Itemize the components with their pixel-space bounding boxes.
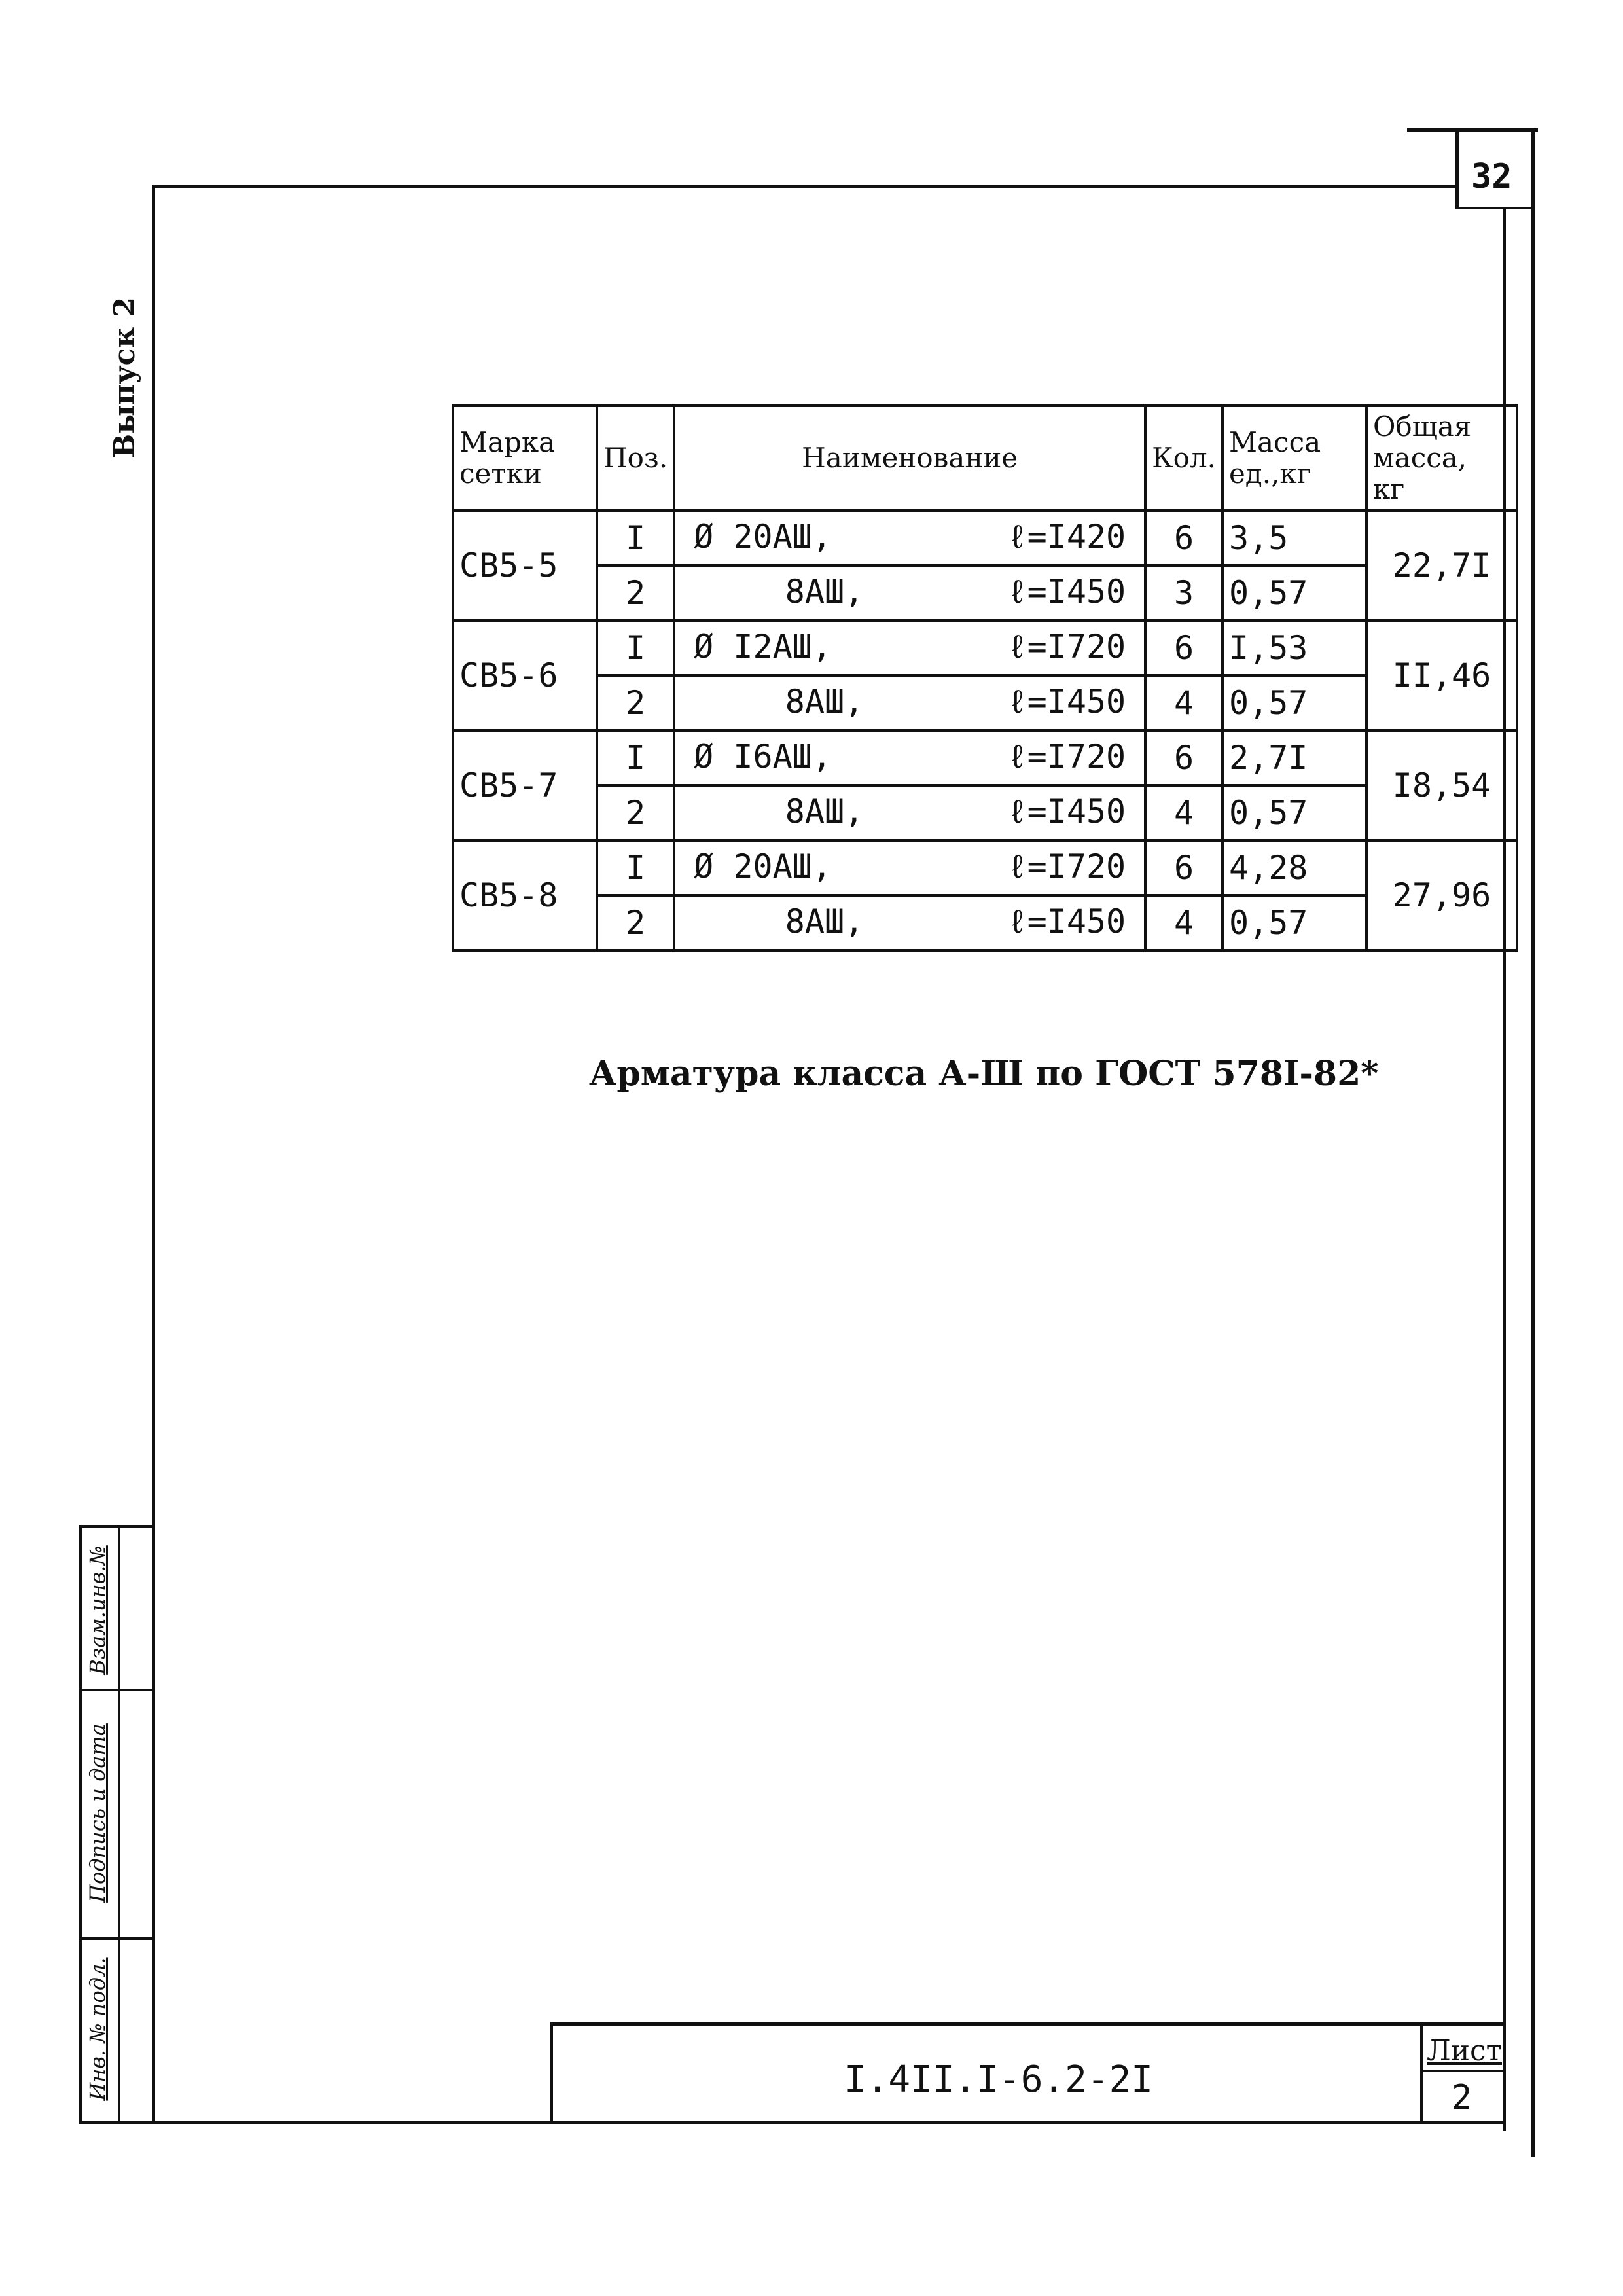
mass-cell: 4,28	[1222, 840, 1366, 895]
stamp-inv-orig: Инв. № подл.	[85, 1957, 110, 2101]
name-cell	[674, 730, 1145, 785]
frame-bottom	[79, 2121, 1503, 2124]
diameter: Ø I2АШ,	[694, 628, 832, 666]
mass-cell: 0,57	[1222, 785, 1366, 840]
length: ℓ=I450	[1007, 573, 1126, 611]
diameter: 8АШ,	[785, 903, 865, 941]
frame-top	[152, 185, 1455, 188]
mark-cell: СВ5-7	[453, 730, 597, 840]
mark-cell: СВ5-6	[453, 620, 597, 730]
sheet-number: 2	[1452, 2078, 1472, 2117]
header-mark: Марка сетки	[453, 406, 597, 511]
stamp-left-line	[79, 1525, 82, 2124]
pos-cell: I	[597, 840, 674, 895]
table-row	[453, 620, 1517, 675]
qty-cell: 6	[1145, 511, 1222, 565]
table-row	[453, 730, 1517, 785]
name-cell	[674, 675, 1145, 730]
pos-cell: 2	[597, 785, 674, 840]
sheet-label: Лист	[1427, 2034, 1503, 2068]
name-cell	[674, 620, 1145, 675]
frame-top-right	[1455, 207, 1531, 209]
mass-cell: 2,7I	[1222, 730, 1366, 785]
rebar-spec-table	[452, 404, 1518, 952]
pagenum-left-line	[1455, 128, 1459, 209]
total-cell: 27,96	[1366, 840, 1517, 950]
table-header-row	[453, 406, 1517, 511]
header-name: Наименование	[674, 406, 1145, 511]
pos-cell: 2	[597, 675, 674, 730]
name-cell	[674, 840, 1145, 895]
length: ℓ=I720	[1007, 848, 1126, 886]
pos-cell: 2	[597, 565, 674, 620]
header-total-mass: Общая масса, кг	[1366, 406, 1517, 511]
table-row	[453, 840, 1517, 895]
qty-cell: 6	[1145, 620, 1222, 675]
stamp-top-line	[79, 1525, 154, 1528]
titleblock-sheet-mid	[1420, 2070, 1503, 2072]
pos-cell: I	[597, 511, 674, 565]
rebar-class-note: Арматура класса А-Ш по ГОСТ 578I-82*	[589, 1054, 1379, 1094]
mass-cell: 0,57	[1222, 895, 1366, 950]
mass-cell: 0,57	[1222, 675, 1366, 730]
diameter: Ø 20АШ,	[694, 518, 832, 556]
stamp-sep-1	[79, 1689, 154, 1691]
qty-cell: 4	[1145, 675, 1222, 730]
stamp-sep-2	[79, 1937, 154, 1940]
mass-cell: 0,57	[1222, 565, 1366, 620]
table-row	[453, 675, 1517, 730]
page-number: 32	[1471, 157, 1512, 196]
pos-cell: I	[597, 730, 674, 785]
diameter: Ø I6АШ,	[694, 738, 832, 776]
mass-cell: I,53	[1222, 620, 1366, 675]
total-cell: II,46	[1366, 620, 1517, 730]
qty-cell: 4	[1145, 895, 1222, 950]
pagenum-top-line	[1407, 128, 1538, 132]
pos-cell: I	[597, 620, 674, 675]
qty-cell: 6	[1145, 730, 1222, 785]
table-row	[453, 565, 1517, 620]
header-pos: Поз.	[597, 406, 674, 511]
length: ℓ=I420	[1007, 518, 1126, 556]
document-code: I.4II.I-6.2-2I	[844, 2058, 1154, 2101]
length: ℓ=I450	[1007, 793, 1126, 831]
titleblock-top	[550, 2022, 1503, 2026]
table-row	[453, 511, 1517, 565]
total-cell: I8,54	[1366, 730, 1517, 840]
issue-label: Выпуск 2	[108, 296, 141, 458]
name-cell	[674, 785, 1145, 840]
length: ℓ=I720	[1007, 738, 1126, 776]
pos-cell: 2	[597, 895, 674, 950]
name-cell	[674, 565, 1145, 620]
stamp-replace-inv: Взам.инв.№	[85, 1545, 110, 1675]
mark-cell: СВ5-5	[453, 511, 597, 620]
name-cell	[674, 895, 1145, 950]
diameter: 8АШ,	[785, 793, 865, 831]
header-unit-mass: Масса ед.,кг	[1222, 406, 1366, 511]
titleblock-sheet-divider	[1420, 2022, 1423, 2124]
stamp-signature-date: Подпись и дата	[85, 1723, 110, 1903]
table-row	[453, 895, 1517, 950]
pagenum-right-line	[1531, 128, 1535, 2157]
name-cell	[674, 511, 1145, 565]
mark-cell: СВ5-8	[453, 840, 597, 950]
frame-left	[152, 185, 155, 2122]
qty-cell: 3	[1145, 565, 1222, 620]
length: ℓ=I450	[1007, 903, 1126, 941]
qty-cell: 6	[1145, 840, 1222, 895]
diameter: Ø 20АШ,	[694, 848, 832, 886]
diameter: 8АШ,	[785, 683, 865, 721]
length: ℓ=I450	[1007, 683, 1126, 721]
qty-cell: 4	[1145, 785, 1222, 840]
total-cell: 22,7I	[1366, 511, 1517, 620]
table-row	[453, 785, 1517, 840]
stamp-mid-line	[118, 1525, 120, 2124]
diameter: 8АШ,	[785, 573, 865, 611]
header-qty: Кол.	[1145, 406, 1222, 511]
titleblock-left	[550, 2022, 553, 2124]
length: ℓ=I720	[1007, 628, 1126, 666]
mass-cell: 3,5	[1222, 511, 1366, 565]
